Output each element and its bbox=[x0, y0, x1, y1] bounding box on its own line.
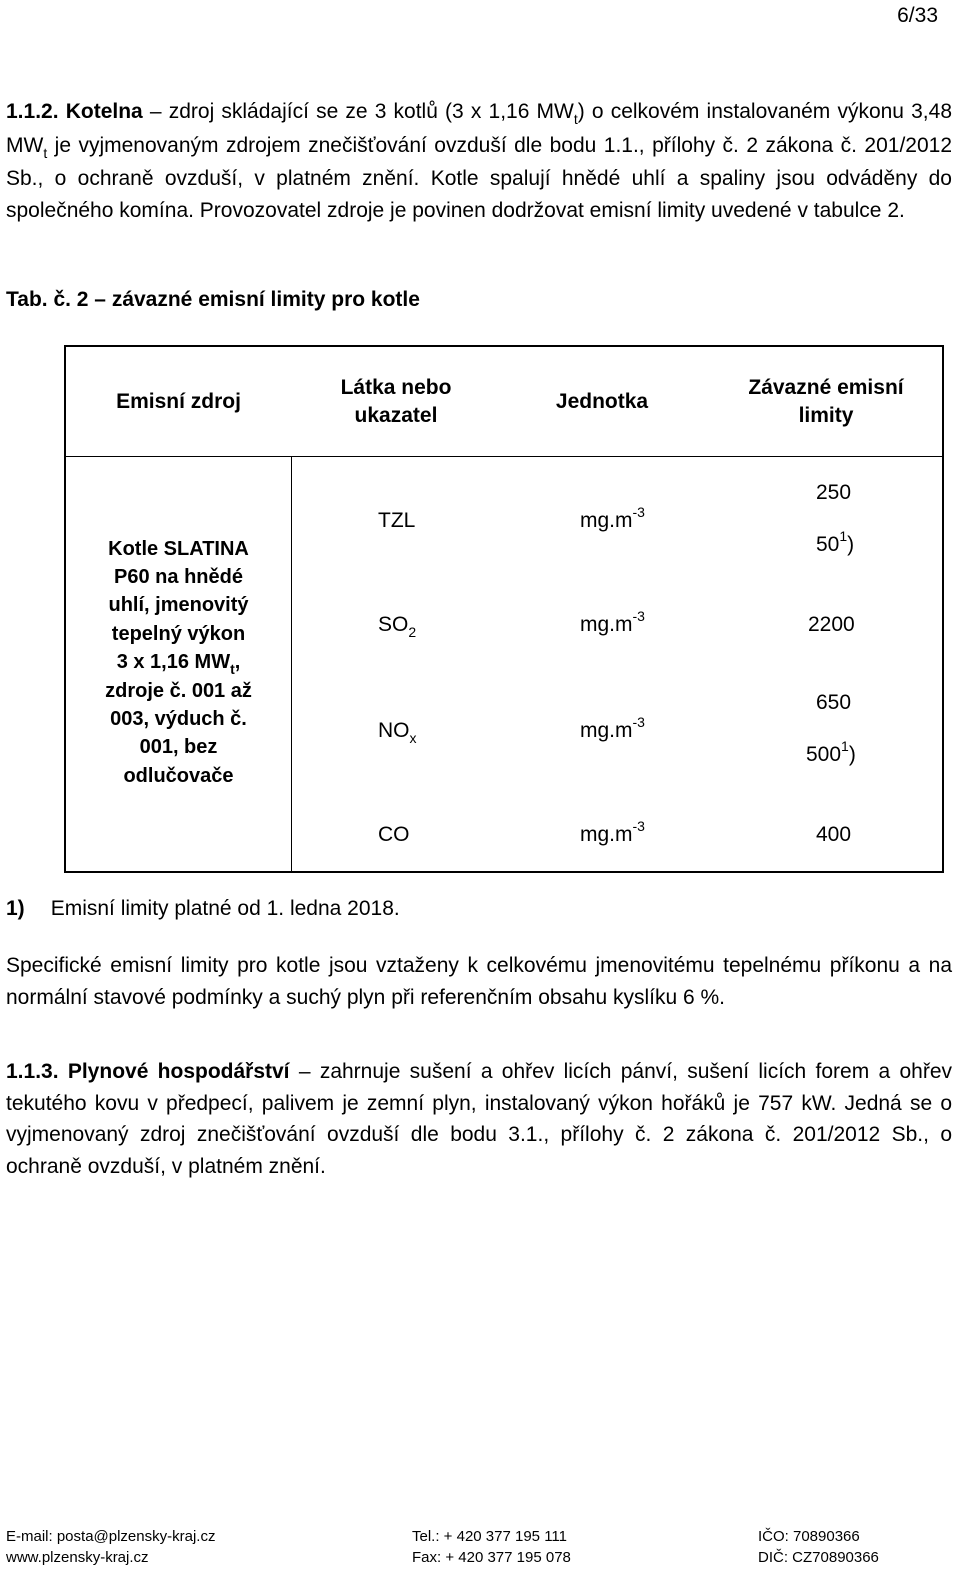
table-divider bbox=[66, 456, 942, 457]
section-number: 1.1.2. bbox=[6, 100, 59, 123]
limit-tzl-2018: $50^1$) bbox=[816, 528, 855, 556]
footer-email[interactable]: E-mail: posta@plzensky-kraj.cz bbox=[6, 1528, 216, 1545]
table-footnote bbox=[6, 897, 400, 921]
section-1-1-2 bbox=[6, 96, 952, 226]
footer-contact bbox=[6, 1526, 215, 1568]
substance-so2: $SO_2$ bbox=[378, 613, 417, 640]
unit-co: $mg.m^{-3}$ bbox=[580, 818, 645, 846]
header-limit: Závazné emisní limity bbox=[748, 375, 904, 427]
unit-nox: $mg.m^{-3}$ bbox=[580, 714, 645, 742]
section-text: ) o celkovém instalovaném výkonu 3,48 MW bbox=[6, 100, 952, 157]
section-text: zahrnuje sušení a ohřev licích pánví, sušení licích forem a ohřev tekutého kovu v předpecí, palivem je zemní plyn, instalovaný výkon hořáků je 757 kW. Jedná se o vyjmenovaný zdroj znečišťování ovzduší dle bodu 3.1., přílohy č. 2 zákona č. 201/2012 Sb., o ochraně ovzduší, v platném znění. bbox=[6, 1060, 952, 1178]
section-title: Plynové hospodářství bbox=[67, 1060, 290, 1083]
header-source: Emisní zdroj bbox=[116, 389, 241, 413]
subscript: t bbox=[43, 144, 48, 161]
footer-fax: Fax: + 420 377 195 078 bbox=[412, 1549, 571, 1566]
unit-so2: $mg.m^{-3}$ bbox=[580, 608, 645, 636]
substance-tzl: TZL bbox=[378, 509, 416, 532]
footer-web[interactable]: www.plzensky-kraj.cz bbox=[6, 1549, 149, 1566]
section-text: zdroj skládající se ze 3 kotlů (3 x 1,16 MW bbox=[168, 100, 574, 123]
substance-co: CO bbox=[378, 823, 410, 846]
footer-phone bbox=[412, 1526, 571, 1568]
section-text: je vyjmenovaným zdrojem znečišťování ovzduší dle bodu 1.1., přílohy č. 2 zákona č. 201/2012 Sb., o ochraně ovzduší, v platném znění. Kotle spalují hnědé uhlí a spaliny jsou odváděny do společného komína. Provozovatel zdroje je povinen dodržovat emisní limity uvedené v tabulce 2. bbox=[6, 133, 952, 222]
emission-limits-table bbox=[64, 345, 944, 873]
section-1-1-3 bbox=[6, 1056, 952, 1182]
header-substance: Látka nebo ukazatel bbox=[340, 375, 452, 427]
section-dash: – bbox=[298, 1060, 311, 1083]
footer-ico: IČO: 70890366 bbox=[758, 1528, 860, 1545]
emission-source-cell: Kotle SLATINA P60 na hnědé uhlí, jmenovitý tepelný výkon 3 x 1,16 $MW_t$, zdroje č. 001 až 003, výduch č. 001, bez odlučovače bbox=[105, 538, 252, 787]
table-caption: Tab. č. 2 – závazné emisní limity pro kotle bbox=[6, 288, 420, 311]
table-divider bbox=[291, 456, 292, 871]
limit-so2: 2200 bbox=[808, 613, 855, 636]
section-title: Kotelna bbox=[65, 100, 143, 123]
limit-nox: 650 bbox=[816, 691, 852, 714]
page-number: 6/33 bbox=[897, 4, 938, 27]
specific-limits-paragraph: Specifické emisní limity pro kotle jsou vztaženy k celkovému jmenovitému tepelnému příkonu a na normální stavové podmínky a suchý plyn při referenčním obsahu kyslíku 6 %. bbox=[6, 954, 952, 1009]
section-number: 1.1.3. bbox=[6, 1060, 59, 1083]
limit-tzl: 250 bbox=[816, 481, 852, 504]
footer-tel: Tel.: + 420 377 195 111 bbox=[412, 1528, 567, 1545]
limit-nox-2018: $500^1$) bbox=[806, 738, 856, 766]
substance-nox: $NO_x$ bbox=[378, 719, 417, 746]
subscript: t bbox=[573, 111, 578, 127]
header-unit: Jednotka bbox=[555, 389, 649, 413]
unit-tzl: $mg.m^{-3}$ bbox=[580, 504, 645, 532]
limit-co: 400 bbox=[816, 823, 852, 846]
footer-dic: DIČ: CZ70890366 bbox=[758, 1549, 879, 1566]
section-dash: – bbox=[149, 100, 162, 123]
footnote-text: Emisní limity platné od 1. ledna 2018. bbox=[50, 897, 400, 920]
footer-ids bbox=[758, 1526, 879, 1568]
footnote-marker: 1) bbox=[6, 897, 25, 920]
